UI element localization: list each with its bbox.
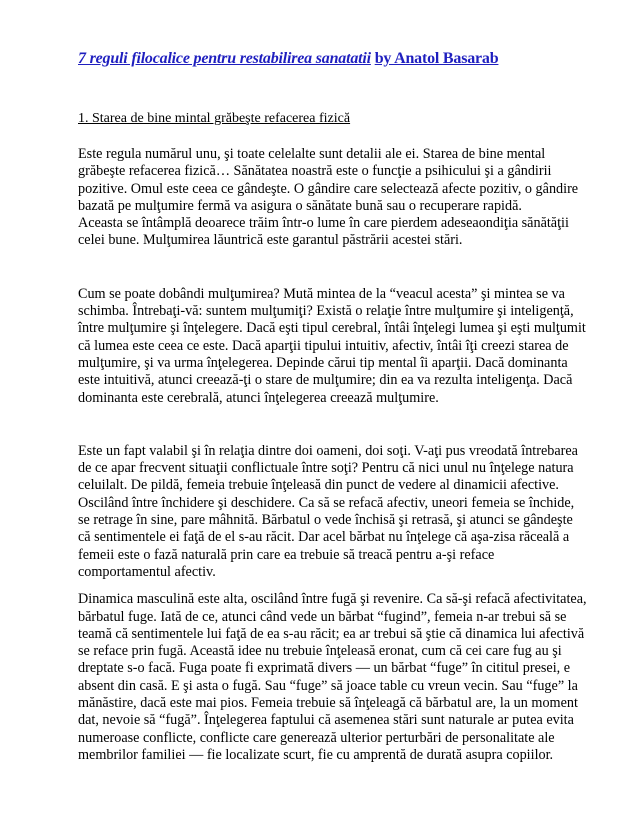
text-line: teamă că sentimentele lui faţă de ea s-au răcit; ea ar trebui să ştie că dinamica lui afectivă bbox=[78, 625, 585, 642]
text-line: Este un fapt valabil şi în relaţia dintre doi oameni, doi soţi. V-aţi pus vreodată întrebarea bbox=[78, 442, 578, 459]
text-line: celei bune. Mulţumirea lăuntrică este garantul păstrării acestei stări. bbox=[78, 232, 463, 249]
text-line: Dinamica masculină este alta, oscilând între fugă şi revenire. Ca să-şi refacă afectivitatea, bbox=[78, 591, 587, 608]
text-line: mulţumire, şi va urma înţelegerea. Depinde cărui tip mental îi aparţii. Dacă dominanta bbox=[78, 354, 568, 371]
section-heading: 1. Starea de bine mintal grăbeşte refacerea fizică bbox=[78, 111, 351, 126]
text-line: schimba. Întrebaţi-vă: suntem mulţumiţi? Există o relaţie între mulţumire şi inteligenţă, bbox=[78, 303, 574, 320]
text-line: membrilor familiei — fie localizate scurt, fie cu amprentă de durată asupra copiilor. bbox=[78, 746, 554, 763]
text-line: se reface prin fugă. Această idee nu trebuie înţeleasă eronat, cum că cei care fug au şi bbox=[78, 643, 562, 660]
paragraph-1 bbox=[78, 146, 608, 250]
text-line: bărbatul fuge. Iată de ce, atunci când vede un bărbat “fugind”, femeia n-ar trebui să se bbox=[78, 608, 567, 625]
text-line: grăbeşte refacerea fizică… Sănătatea noastră este o funcţie a psihicului şi a gândirii bbox=[78, 163, 552, 180]
paragraph-3 bbox=[78, 443, 608, 581]
text-line: dreptate s-o facă. Fuga poate fi exprimată divers — un bărbat “fuge” în cititul presei, e bbox=[78, 660, 571, 677]
text-line: este intuitivă, atunci creează-ţi o stare de mulţumire; din ea va rezulta inteligenţa. Dacă bbox=[78, 372, 573, 389]
text-line: Oscilând între închidere şi deschidere. Ca să se refacă afectiv, uneori femeia se închide, bbox=[78, 494, 575, 511]
document-page bbox=[78, 50, 608, 764]
text-line: absent din casă. E şi asta o fugă. Sau “fuge” să joace table cu vreun vecin. Sau “fuge” la bbox=[78, 677, 578, 694]
paragraph-4 bbox=[78, 591, 608, 764]
title-link[interactable]: 7 reguli filocalice pentru restabilirea sanatatii bbox=[78, 50, 371, 67]
text-line: comportamentul afectiv. bbox=[78, 563, 216, 580]
text-line: bazată pe mulţumire fermă va asigura o sănătate bună sau o recuperare rapidă. bbox=[78, 197, 522, 214]
text-line: între mulţumire şi înţelegere. Dacă eşti tipul cerebral, întâi înţelegi lumea şi eşti mulţumit bbox=[78, 320, 586, 337]
text-line: că lumea este ceea ce este. Dacă aparţii tipului intuitiv, afectiv, întâi îţi creezi starea de bbox=[78, 337, 569, 354]
paragraph-2 bbox=[78, 286, 608, 407]
text-line: se retrage în sine, pare mâhnită. Bărbatul o vede închisă şi retrasă, şi atunci se gândeşte bbox=[78, 512, 573, 529]
text-line: numeroase conflicte, conflicte care generează ulterior perturbări de personalitate ale bbox=[78, 729, 555, 746]
text-line: Cum se poate dobândi mulţumirea? Mută mintea de la “veacul acesta” şi mintea se va bbox=[78, 285, 565, 302]
text-line: Aceasta se întâmplă deoarece trăim într-o lume în care pierdem adeseaondiţia sănătăţii bbox=[78, 215, 569, 232]
document-title bbox=[78, 50, 608, 68]
text-line: dat, nevoie să “fugă”. Înţelegerea faptului că asemenea stări sunt naturale ar putea evita bbox=[78, 712, 574, 729]
text-line: că sentimentele ei faţă de el s-au răcit. Dar acel bărbat nu înţelege că aşa-zisa răceală a bbox=[78, 529, 570, 546]
text-line: Este regula numărul unu, şi toate celelalte sunt detalii ale ei. Starea de bine mental bbox=[78, 146, 546, 162]
text-line: pozitive. Omul este ceea ce gândeşte. O gândire care selectează afecte pozitiv, o gândire bbox=[78, 180, 579, 197]
text-line: femeii este o fază naturală prin care ea trebuie să treacă pentru a-şi reface bbox=[78, 546, 495, 563]
text-line: mănăstire, dacă este mai pios. Femeia trebuie să înţeleagă că bărbatul are, la un moment bbox=[78, 695, 578, 712]
text-line: dominanta este cerebrală, atunci înţelegerea creează mulţumire. bbox=[78, 389, 439, 406]
text-line: celuilalt. De pildă, femeia trebuie înţeleasă din punct de vedere al dinamicii afective. bbox=[78, 477, 559, 494]
title-author[interactable]: by Anatol Basarab bbox=[374, 50, 499, 67]
text-line: de ce apar frecvent situaţii conflictuale între soţi? Pentru că nici unul nu înţelege natura bbox=[78, 460, 574, 477]
